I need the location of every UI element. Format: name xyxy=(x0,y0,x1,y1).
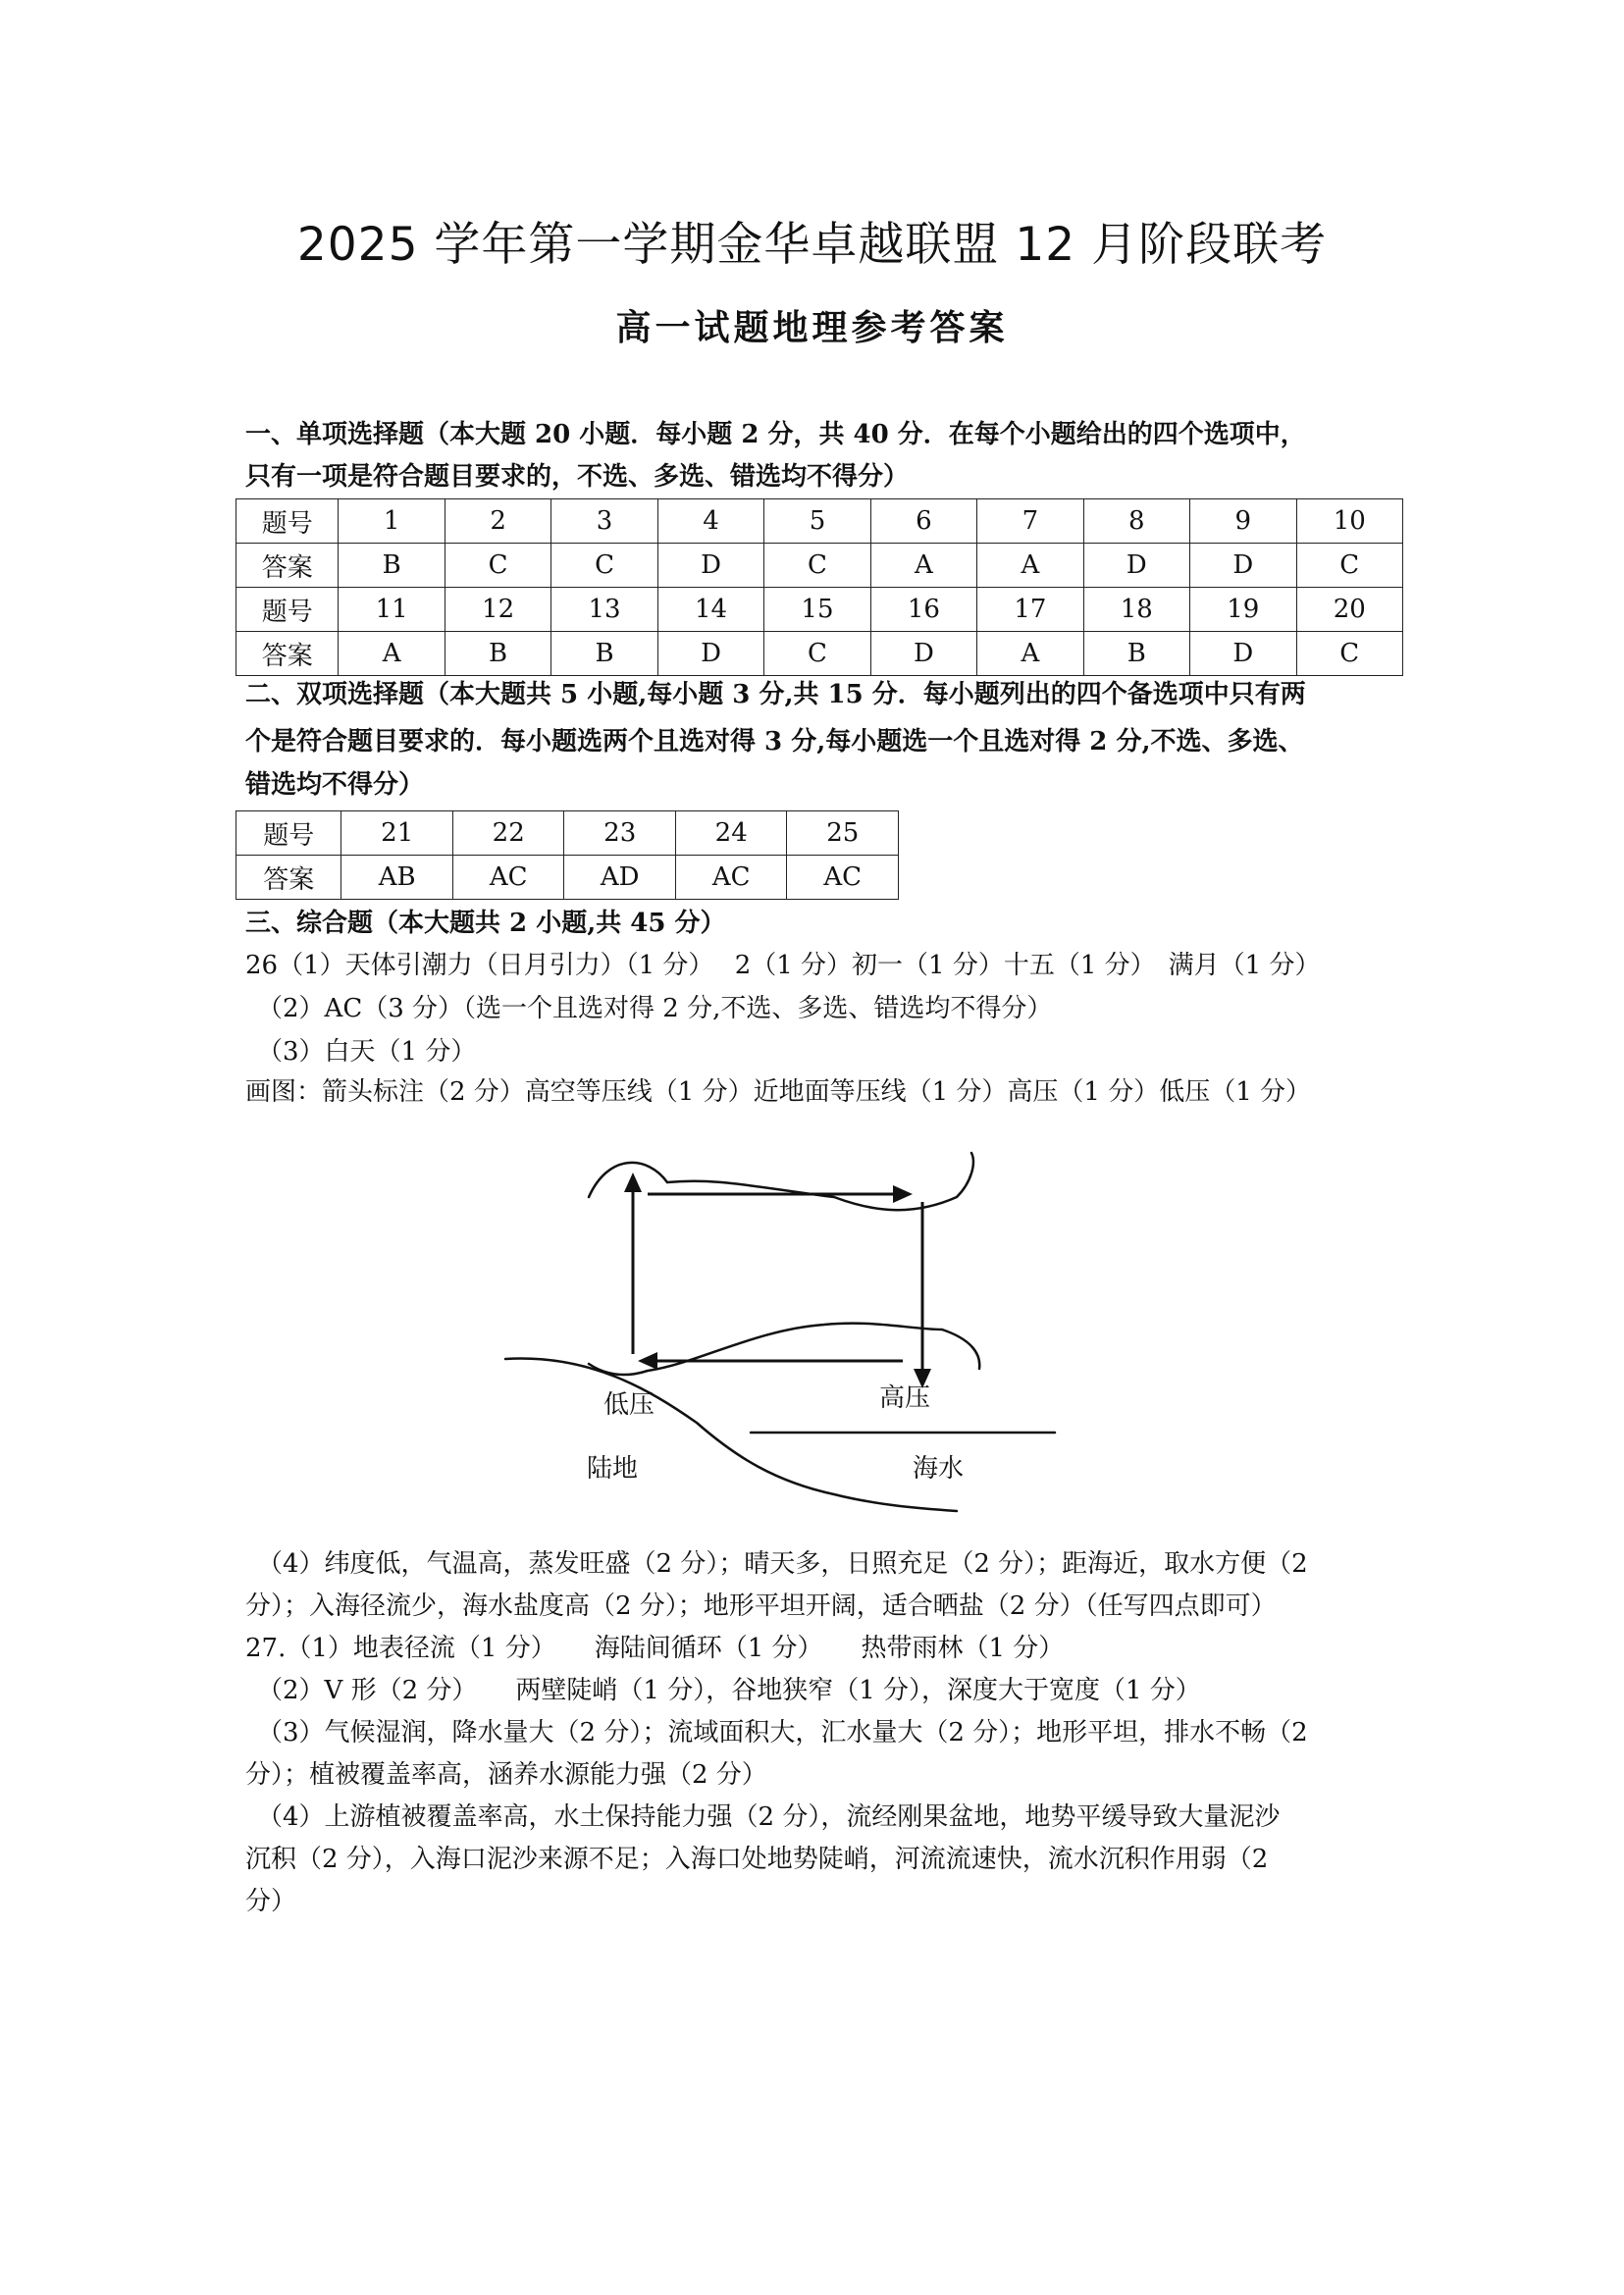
question-number: 3 xyxy=(551,499,657,544)
land-surface-line xyxy=(505,1359,957,1511)
question-number: 18 xyxy=(1083,588,1189,632)
question-number: 5 xyxy=(764,499,870,544)
arrowhead-right xyxy=(893,1185,913,1203)
question-number: 14 xyxy=(657,588,763,632)
answer-cell: B xyxy=(445,632,550,676)
question-number: 10 xyxy=(1296,499,1403,544)
q26-part1: 26（1）天体引潮力（日月引力）（1 分） 2（1 分）初一（1 分）十五（1 分） 满月（1 分） xyxy=(245,951,1321,980)
table-row-answers xyxy=(236,856,899,900)
answer-cell: AC xyxy=(675,856,787,900)
row-label: 题号 xyxy=(236,499,339,544)
table-row-answers-2 xyxy=(236,632,1403,676)
question-number: 19 xyxy=(1190,588,1296,632)
q27-part1: 27.（1）地表径流（1 分） 海陆间循环（1 分） 热带雨林（1 分） xyxy=(245,1634,1065,1663)
question-number: 22 xyxy=(452,811,564,856)
answer-cell: B xyxy=(339,544,445,588)
question-number: 2 xyxy=(445,499,550,544)
row-label: 题号 xyxy=(236,811,341,856)
answer-cell: B xyxy=(1083,632,1189,676)
row-label: 答案 xyxy=(236,544,339,588)
table-row-answers-1 xyxy=(236,544,1403,588)
land-label: 陆地 xyxy=(587,1454,639,1484)
question-number: 8 xyxy=(1083,499,1189,544)
q26-part2: （2）AC（3 分）（选一个且选对得 2 分,不选、多选、错选均不得分） xyxy=(257,994,1053,1023)
answer-cell: AD xyxy=(564,856,676,900)
section1-heading-line2: 只有一项是符合题目要求的，不选、多选、错选均不得分） xyxy=(245,462,910,492)
arrowhead-left xyxy=(638,1352,657,1370)
thermal-circulation-diagram xyxy=(500,1143,1060,1516)
q27-part4-line3: 分） xyxy=(245,1887,297,1916)
answer-cell: B xyxy=(551,632,657,676)
table-row-questions xyxy=(236,811,899,856)
q27-part2: （2）V 形（2 分） 两壁陡峭（1 分），谷地狭窄（1 分），深度大于宽度（1 分） xyxy=(257,1676,1201,1705)
table-row-questions-1 xyxy=(236,499,1403,544)
answer-cell: C xyxy=(764,544,870,588)
section2-heading-line2: 个是符合题目要求的．每小题选两个且选对得 3 分,每小题选一个且选对得 2 分,不选、多选、 xyxy=(245,727,1304,756)
q26-part4-line2: 分）；入海径流少，海水盐度高（2 分）；地形平坦开阔，适合晒盐（2 分）（任写四点即可） xyxy=(245,1591,1277,1621)
answer-cell: D xyxy=(870,632,976,676)
answer-cell: A xyxy=(339,632,445,676)
sea-label: 海水 xyxy=(913,1454,965,1484)
answer-cell: A xyxy=(870,544,976,588)
answer-cell: A xyxy=(977,544,1083,588)
question-number: 17 xyxy=(977,588,1083,632)
question-number: 7 xyxy=(977,499,1083,544)
answer-cell: AC xyxy=(787,856,899,900)
answer-cell: AB xyxy=(341,856,453,900)
question-number: 9 xyxy=(1190,499,1296,544)
question-number: 25 xyxy=(787,811,899,856)
row-label: 答案 xyxy=(236,856,341,900)
answer-cell: C xyxy=(1296,544,1403,588)
question-number: 16 xyxy=(870,588,976,632)
answer-cell: AC xyxy=(452,856,564,900)
question-number: 1 xyxy=(339,499,445,544)
answer-cell: D xyxy=(1083,544,1189,588)
q26-part4-line1: （4）纬度低，气温高，蒸发旺盛（2 分）；晴天多，日照充足（2 分）；距海近，取水方便（2 xyxy=(257,1549,1308,1579)
question-number: 20 xyxy=(1296,588,1403,632)
section3-heading: 三、综合题（本大题共 2 小题,共 45 分） xyxy=(245,909,726,938)
row-label: 答案 xyxy=(236,632,339,676)
answer-cell: D xyxy=(1190,632,1296,676)
q27-part3-line2: 分）；植被覆盖率高，涵养水源能力强（2 分） xyxy=(245,1760,767,1790)
low-pressure-label: 低压 xyxy=(603,1390,655,1420)
page-subtitle: 高一试题地理参考答案 xyxy=(615,308,1009,348)
q26-drawing-criteria: 画图：箭头标注（2 分）高空等压线（1 分）近地面等压线（1 分）高压（1 分）低压（1 分） xyxy=(245,1077,1312,1107)
high-pressure-label: 高压 xyxy=(879,1383,931,1413)
answer-cell: C xyxy=(764,632,870,676)
arrowhead-up xyxy=(624,1173,642,1192)
answer-cell: C xyxy=(551,544,657,588)
section2-heading-line1: 二、双项选择题（本大题共 5 小题,每小题 3 分,共 15 分．每小题列出的四个备选项中只有两 xyxy=(245,680,1306,709)
question-number: 6 xyxy=(870,499,976,544)
section1-heading-line1: 一、单项选择题（本大题 20 小题．每小题 2 分，共 40 分．在每个小题给出的四个选项中， xyxy=(245,420,1306,449)
question-number: 24 xyxy=(675,811,787,856)
table-row-questions-2 xyxy=(236,588,1403,632)
page-title: 2025 学年第一学期金华卓越联盟 12 月阶段联考 xyxy=(296,218,1328,272)
q26-part3: （3）白天（1 分） xyxy=(257,1037,477,1067)
question-number: 21 xyxy=(341,811,453,856)
answer-cell: A xyxy=(977,632,1083,676)
answer-cell: D xyxy=(657,544,763,588)
single-choice-answer-table xyxy=(236,498,1403,676)
question-number: 11 xyxy=(339,588,445,632)
answer-cell: C xyxy=(445,544,550,588)
row-label: 题号 xyxy=(236,588,339,632)
q27-part3-line1: （3）气候湿润，降水量大（2 分）；流域面积大，汇水量大（2 分）；地形平坦，排水不畅（2 xyxy=(257,1718,1308,1747)
upper-isobar xyxy=(589,1153,973,1210)
answer-cell: D xyxy=(1190,544,1296,588)
answer-cell: C xyxy=(1296,632,1403,676)
question-number: 12 xyxy=(445,588,550,632)
q27-part4-line2: 沉积（2 分），入海口泥沙来源不足；入海口处地势陡峭，河流流速快，流水沉积作用弱（2 xyxy=(245,1845,1269,1874)
question-number: 13 xyxy=(551,588,657,632)
double-choice-answer-table xyxy=(236,810,899,900)
section2-heading-line3: 错选均不得分） xyxy=(245,770,425,800)
q27-part4-line1: （4）上游植被覆盖率高，水土保持能力强（2 分），流经刚果盆地，地势平缓导致大量泥沙 xyxy=(257,1802,1281,1832)
answer-cell: D xyxy=(657,632,763,676)
question-number: 4 xyxy=(657,499,763,544)
question-number: 23 xyxy=(564,811,676,856)
question-number: 15 xyxy=(764,588,870,632)
